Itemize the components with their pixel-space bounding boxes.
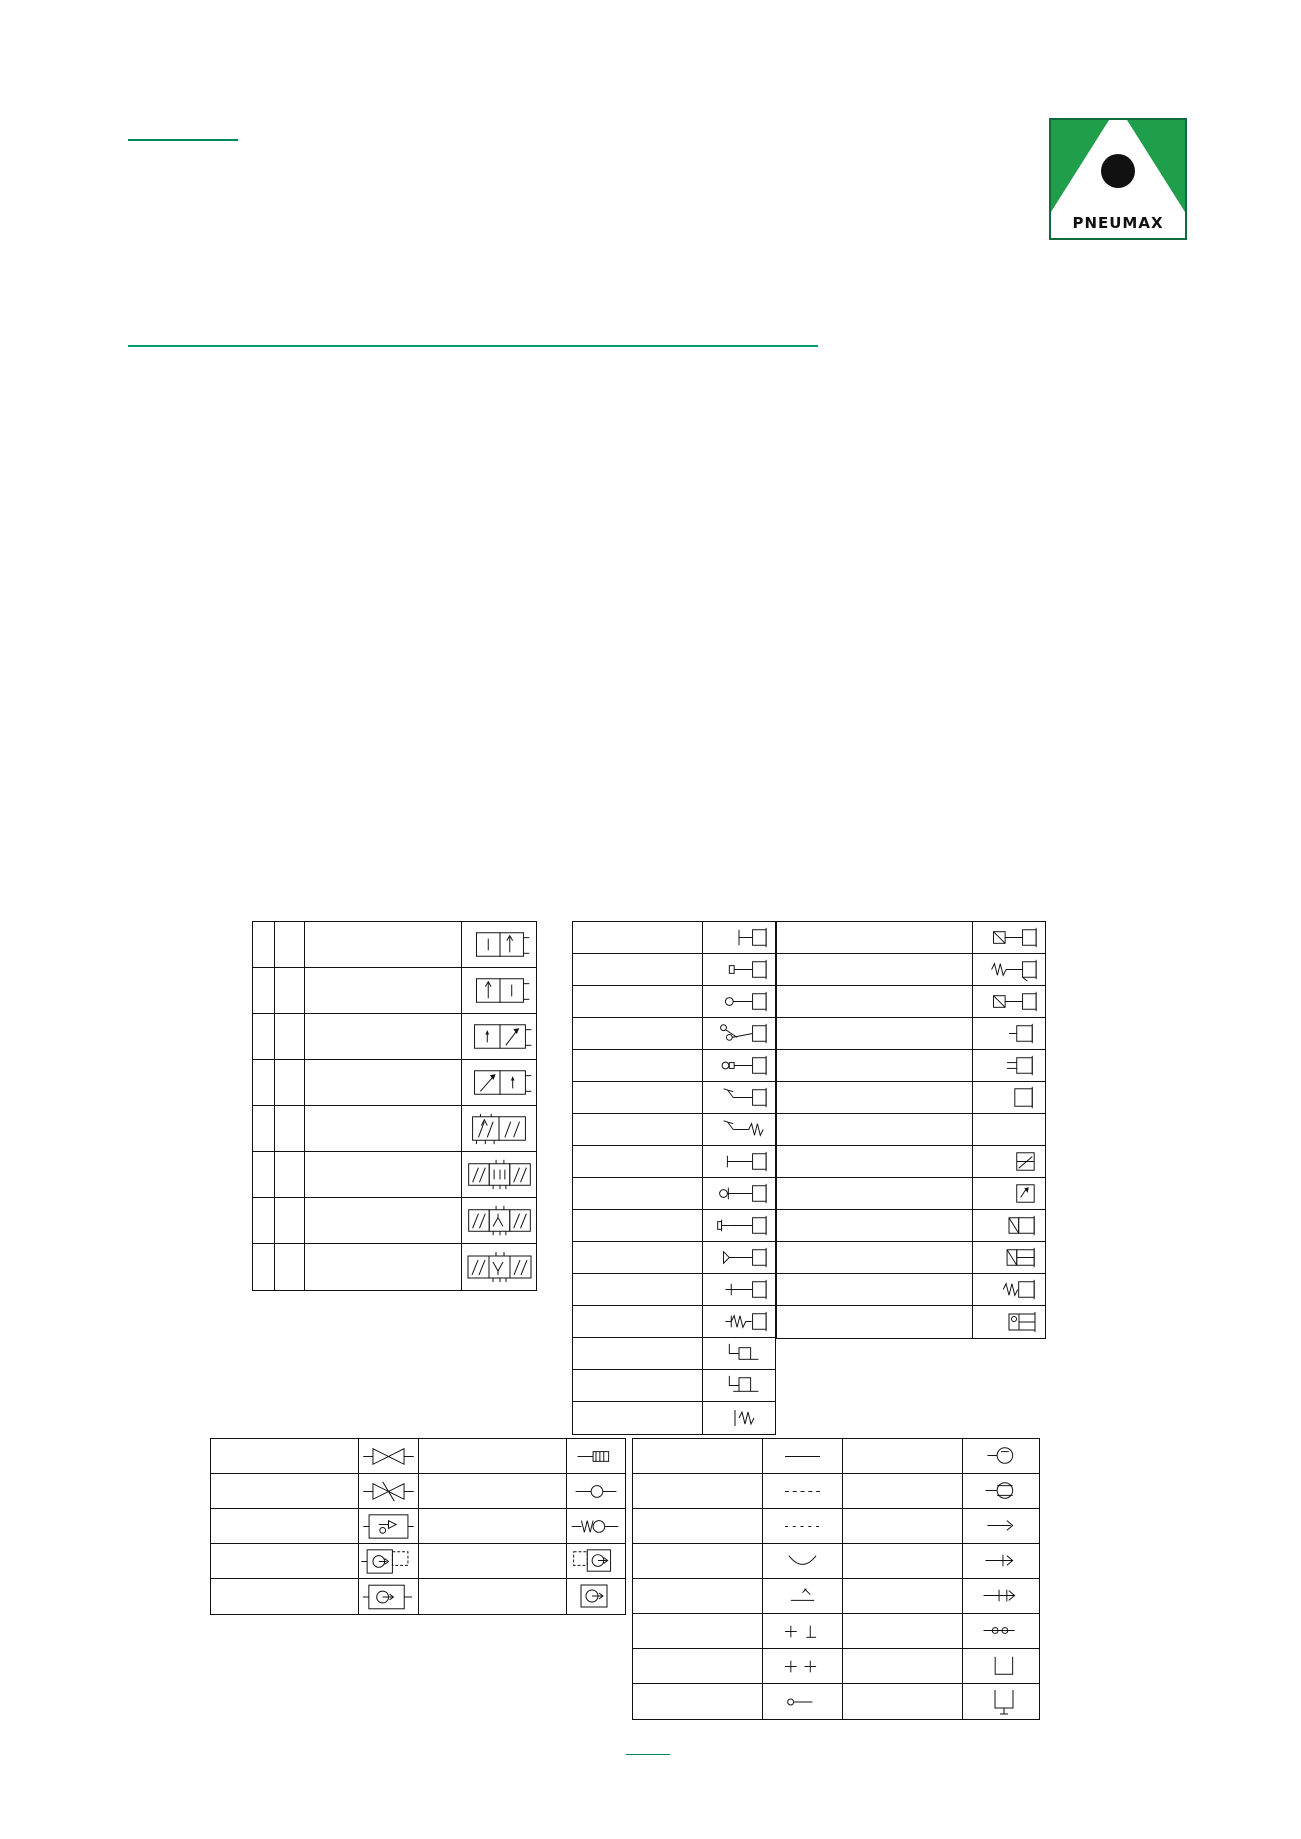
logo-right-triangle-icon	[1127, 120, 1185, 212]
table-row	[573, 1210, 775, 1242]
flow-description	[211, 1439, 359, 1473]
valve-number	[253, 968, 275, 1013]
table-row	[633, 1649, 1039, 1684]
shuttle-valve-or-icon	[567, 1544, 625, 1578]
table-row	[573, 1114, 775, 1146]
actuation-description	[573, 1402, 703, 1434]
table-row	[777, 1210, 1045, 1242]
actuation-description	[573, 922, 703, 953]
valve-number	[253, 1244, 275, 1290]
table-row	[573, 1178, 775, 1210]
valve-symbol-5-3-closed-centre	[462, 1152, 536, 1197]
actuation-description	[777, 1210, 973, 1241]
pneumatic-pilot-simple-icon	[973, 1018, 1045, 1049]
actuation-description	[573, 1018, 703, 1049]
solenoid-single-winding-icon	[973, 922, 1045, 953]
actuation-description	[573, 1050, 703, 1081]
valve-symbol-2-2-nc	[462, 922, 536, 967]
table-row	[211, 1579, 625, 1614]
table-row	[573, 954, 775, 986]
valve-number	[253, 1106, 275, 1151]
logo-wordmark: PNEUMAX	[1072, 214, 1164, 232]
solenoid-with-spring-return-icon	[973, 954, 1045, 985]
header-divider	[128, 345, 818, 347]
line-description	[843, 1474, 963, 1508]
solenoid-pilot-with-manual-override-icon	[973, 1242, 1045, 1273]
silencer-icon	[567, 1439, 625, 1473]
flow-control-and-logic-table	[210, 1438, 626, 1615]
table-row	[777, 922, 1045, 954]
line-description	[843, 1439, 963, 1473]
valve-description	[305, 922, 462, 967]
roller-lever-actuator-icon	[703, 1210, 775, 1241]
reservoir-with-drain-icon	[963, 1684, 1039, 1719]
reservoir-tank-icon	[963, 1649, 1039, 1683]
actuation-description	[573, 1114, 703, 1145]
line-description	[633, 1614, 763, 1648]
actuation-description	[777, 922, 973, 953]
valve-quantity	[275, 922, 305, 967]
table-row	[211, 1474, 625, 1509]
lever-with-spring-return-icon	[703, 1114, 775, 1145]
line-connection-icon	[763, 1649, 843, 1683]
actuation-description	[573, 986, 703, 1017]
actuation-description	[573, 1242, 703, 1273]
line-description	[633, 1544, 763, 1578]
lines-and-accessories-table	[632, 1438, 1040, 1720]
logo-dot-icon	[1101, 154, 1135, 188]
line-description	[843, 1614, 963, 1648]
table-row	[253, 922, 536, 968]
spring-return-actuator-icon	[703, 1402, 775, 1434]
table-row	[777, 1050, 1045, 1082]
pull-button-actuator-icon	[703, 986, 775, 1017]
push-pull-button-actuator-icon	[703, 1050, 775, 1081]
dual-pressure-valve-and-icon	[567, 1579, 625, 1614]
lever-actuator-icon	[703, 1082, 775, 1113]
table-row	[633, 1579, 1039, 1614]
line-crossing-icon	[763, 1579, 843, 1613]
valve-description	[305, 1198, 462, 1243]
actuation-description	[777, 1146, 973, 1177]
actuation-symbols-right-table	[776, 921, 1046, 1339]
valve-quantity	[275, 1106, 305, 1151]
quick-coupling-with-check-valve-icon	[963, 1579, 1039, 1613]
flow-description	[419, 1439, 567, 1473]
one-way-flow-control-valve-icon	[359, 1474, 419, 1508]
table-row	[633, 1614, 1039, 1649]
table-row	[573, 1050, 775, 1082]
pneumatic-pilot-differential-icon	[703, 1370, 775, 1401]
table-row	[573, 1018, 775, 1050]
table-row	[633, 1544, 1039, 1579]
directional-control-valves-table	[252, 921, 537, 1291]
table-row	[573, 986, 775, 1018]
valve-description	[305, 1060, 462, 1105]
one-way-roller-lever-actuator-icon	[703, 1242, 775, 1273]
actuation-description	[573, 1210, 703, 1241]
flow-description	[211, 1579, 359, 1614]
table-row	[253, 1060, 536, 1106]
line-description	[843, 1684, 963, 1719]
table-row	[211, 1544, 625, 1579]
idle-return-roller-lever-icon	[703, 1306, 775, 1337]
manual-override-non-locking-icon	[973, 1178, 1045, 1209]
valve-symbol-5-3-open-centre	[462, 1198, 536, 1243]
table-row	[777, 1178, 1045, 1210]
table-row	[253, 1152, 536, 1198]
table-row	[211, 1439, 625, 1474]
valve-quantity	[275, 1198, 305, 1243]
pilot-control-line-icon	[763, 1474, 843, 1508]
line-description	[633, 1684, 763, 1719]
plunger-with-roller-actuator-icon	[703, 1178, 775, 1209]
valve-description	[305, 1244, 462, 1290]
table-row	[777, 954, 1045, 986]
valve-description	[305, 1014, 462, 1059]
table-row	[573, 1146, 775, 1178]
actuation-description	[777, 1082, 973, 1113]
valve-number	[253, 1060, 275, 1105]
working-line-icon	[763, 1439, 843, 1473]
throttle-valve-adjustable-icon	[359, 1439, 419, 1473]
table-row	[573, 1338, 775, 1370]
valve-symbol-3-2-nc	[462, 1014, 536, 1059]
valve-symbol-5-3-pressured-centre	[462, 1244, 536, 1290]
pneumatic-pilot-double-icon	[973, 1050, 1045, 1081]
valve-symbol-2-2-no	[462, 968, 536, 1013]
table-row	[573, 1082, 775, 1114]
actuation-description	[777, 1018, 973, 1049]
solenoid-double-winding-icon	[973, 986, 1045, 1017]
line-junction-icon	[763, 1614, 843, 1648]
table-row	[253, 968, 536, 1014]
actuation-description	[777, 954, 973, 985]
valve-number	[253, 1014, 275, 1059]
flow-description	[419, 1544, 567, 1578]
solenoid-pilot-spring-return-icon	[973, 1274, 1045, 1305]
rotary-connection-icon	[963, 1614, 1039, 1648]
line-description	[843, 1579, 963, 1613]
check-valve-icon	[567, 1474, 625, 1508]
electro-pneumatic-actuator-icon	[973, 1306, 1045, 1338]
page-number	[128, 136, 238, 141]
mechanical-spring-icon	[973, 1114, 1045, 1145]
table-row	[573, 1306, 775, 1338]
table-row	[777, 1242, 1045, 1274]
actuation-description	[573, 1338, 703, 1369]
push-button-actuator-icon	[703, 954, 775, 985]
valve-quantity	[275, 1152, 305, 1197]
table-row	[253, 1014, 536, 1060]
table-row	[777, 1306, 1045, 1338]
table-row	[211, 1509, 625, 1544]
actuation-description	[573, 1370, 703, 1401]
actuation-description	[573, 954, 703, 985]
table-row	[777, 1146, 1045, 1178]
valve-number	[253, 1198, 275, 1243]
valve-quantity	[275, 1060, 305, 1105]
detent-device-icon	[973, 1146, 1045, 1177]
table-row	[777, 1018, 1045, 1050]
line-description	[633, 1439, 763, 1473]
table-row	[777, 1082, 1045, 1114]
table-row	[633, 1509, 1039, 1544]
quick-exhaust-valve-icon	[567, 1509, 625, 1543]
drain-line-icon	[763, 1509, 843, 1543]
line-description	[843, 1649, 963, 1683]
table-row	[573, 1274, 775, 1306]
actuation-description	[777, 1178, 973, 1209]
line-description	[633, 1579, 763, 1613]
pressure-regulator-with-gauge-icon	[359, 1544, 419, 1578]
actuation-description	[573, 1274, 703, 1305]
solenoid-pilot-combined-icon	[973, 1210, 1045, 1241]
actuation-description	[777, 1050, 973, 1081]
quick-coupling-coupled-icon	[963, 1544, 1039, 1578]
actuation-symbols-left-table	[572, 921, 776, 1435]
valve-number	[253, 1152, 275, 1197]
flow-regulator-with-check-icon	[359, 1509, 419, 1543]
quick-coupling-uncoupled-icon	[963, 1509, 1039, 1543]
line-description	[633, 1509, 763, 1543]
pneumax-logo	[1049, 118, 1187, 240]
actuation-description	[777, 1274, 973, 1305]
table-row	[633, 1474, 1039, 1509]
valve-quantity	[275, 1244, 305, 1290]
flow-description	[211, 1474, 359, 1508]
plunger-actuator-icon	[703, 1146, 775, 1177]
flow-description	[419, 1474, 567, 1508]
flexible-hose-icon	[763, 1544, 843, 1578]
logo-left-triangle-icon	[1051, 120, 1109, 212]
actuation-description	[573, 1306, 703, 1337]
table-row	[777, 1114, 1045, 1146]
valve-quantity	[275, 968, 305, 1013]
flow-description	[211, 1544, 359, 1578]
actuation-description	[777, 986, 973, 1017]
pneumatic-pilot-large-area-icon	[973, 1082, 1045, 1113]
valve-description	[305, 1106, 462, 1151]
selector-knob-actuator-icon	[703, 1018, 775, 1049]
pressure-gauge-icon	[963, 1439, 1039, 1473]
pneumatic-pilot-actuator-icon	[703, 1338, 775, 1369]
table-row	[633, 1439, 1039, 1474]
table-row	[777, 986, 1045, 1018]
table-row	[777, 1274, 1045, 1306]
valve-description	[305, 968, 462, 1013]
valve-description	[305, 1152, 462, 1197]
table-row	[253, 1244, 536, 1290]
lever-with-spring-icon	[703, 1274, 775, 1305]
table-row	[573, 922, 775, 954]
actuation-description	[777, 1306, 973, 1338]
actuation-description	[573, 1178, 703, 1209]
flow-description	[211, 1509, 359, 1543]
valve-symbol-5-2	[462, 1106, 536, 1151]
pressure-switch-icon	[963, 1474, 1039, 1508]
table-row	[633, 1684, 1039, 1719]
table-row	[253, 1106, 536, 1152]
table-row	[253, 1198, 536, 1244]
actuation-description	[573, 1146, 703, 1177]
actuation-description	[777, 1242, 973, 1273]
general-manual-actuator-icon	[703, 922, 775, 953]
line-description	[843, 1544, 963, 1578]
pressure-regulator-icon	[359, 1579, 419, 1614]
table-row	[573, 1370, 775, 1402]
actuation-description	[777, 1114, 973, 1145]
valve-symbol-3-2-no	[462, 1060, 536, 1105]
footer-divider	[626, 1754, 670, 1755]
actuation-description	[573, 1082, 703, 1113]
exhaust-port-icon	[763, 1684, 843, 1719]
line-description	[843, 1509, 963, 1543]
flow-description	[419, 1579, 567, 1614]
table-row	[573, 1242, 775, 1274]
line-description	[633, 1474, 763, 1508]
flow-description	[419, 1509, 567, 1543]
valve-quantity	[275, 1014, 305, 1059]
table-row	[573, 1402, 775, 1434]
line-description	[633, 1649, 763, 1683]
valve-number	[253, 922, 275, 967]
